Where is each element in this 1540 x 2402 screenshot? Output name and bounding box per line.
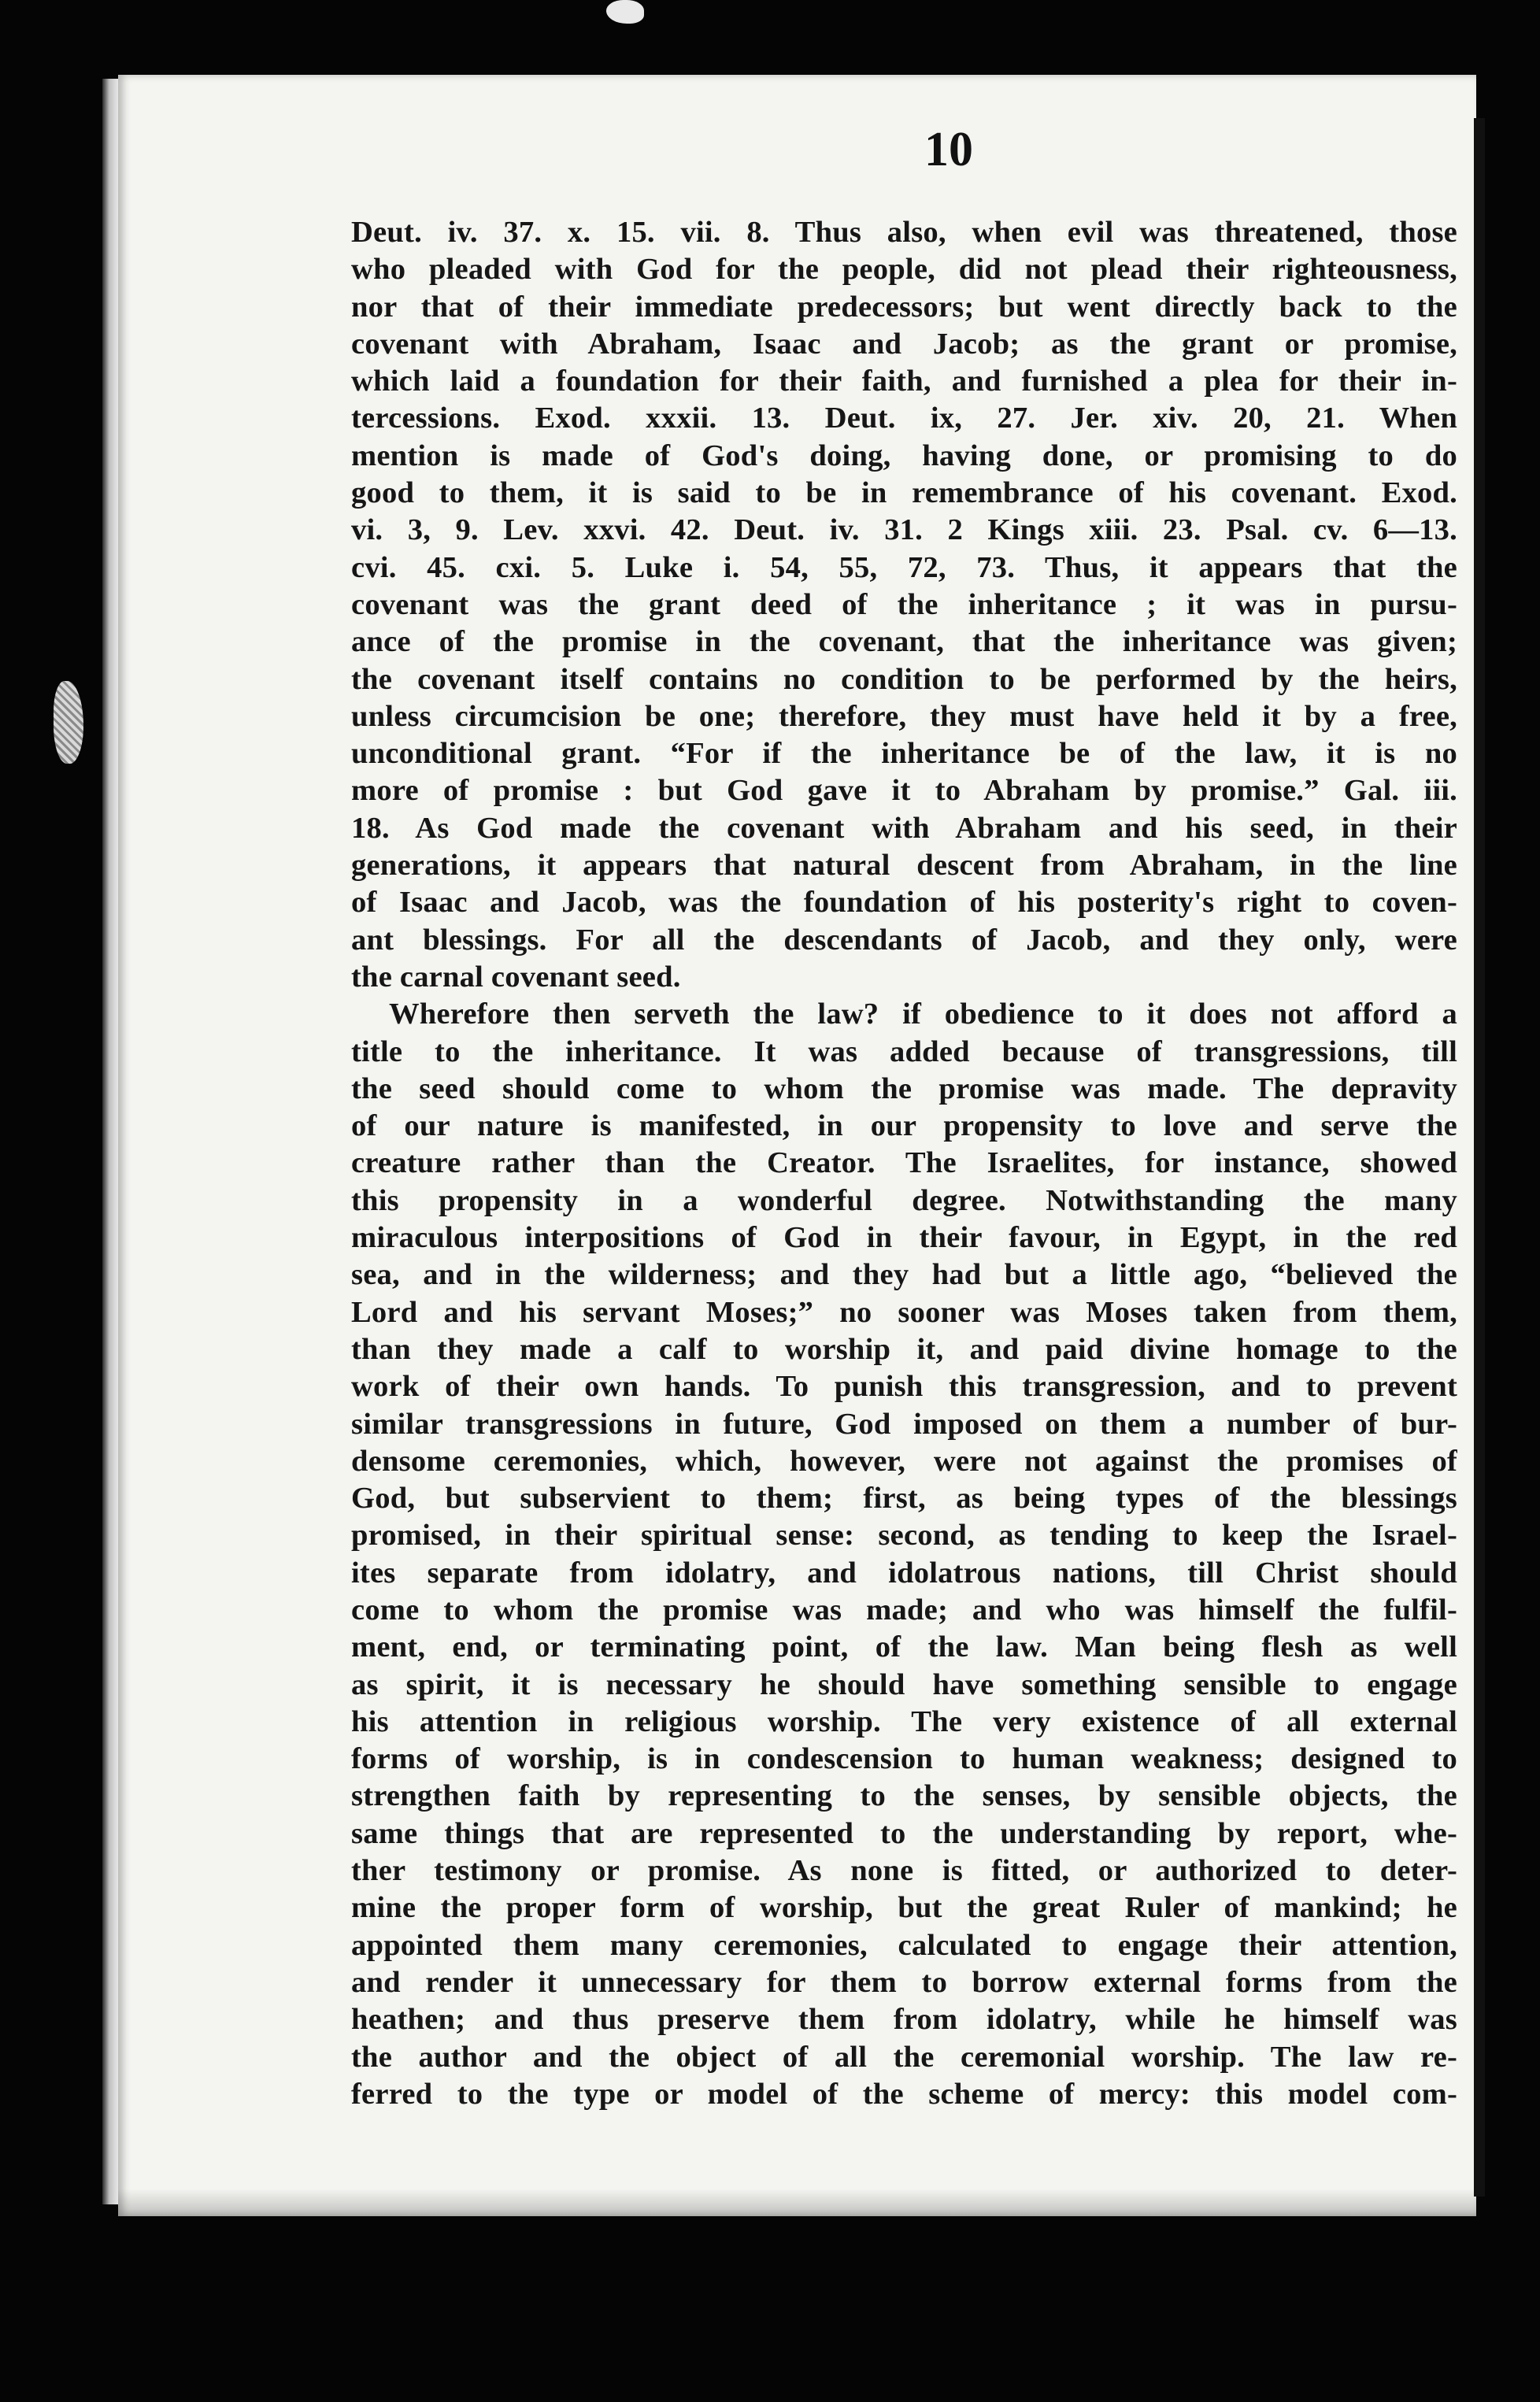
text-line: miraculous interpositions of God in their favour, in Egypt, in the red (351, 1221, 1457, 1255)
text-line: his attention in religious worship. The very existence of all external (351, 1704, 1457, 1738)
text-line: which laid a foundation for their faith, and furnished a plea for their in- (351, 365, 1457, 398)
text-line: the seed should come to whom the promise was made. The depravity (351, 1071, 1457, 1105)
text-line: sea, and in the wilderness; and they had but a little ago, “believed the (351, 1258, 1457, 1292)
text-line: mine the proper form of worship, but the great Ruler of mankind; he (351, 1891, 1457, 1925)
text-line: 18. As God made the covenant with Abraham and his seed, in their (351, 811, 1457, 845)
text-line: the covenant itself contains no condition to be performed by the heirs, (351, 662, 1457, 696)
text-line: vi. 3, 9. Lev. xxvi. 42. Deut. iv. 31. 2 Kings xiii. 23. Psal. cv. 6—13. (351, 513, 1457, 547)
text-line: come to whom the promise was made; and who was himself the fulfil- (351, 1593, 1457, 1627)
text-line: ant blessings. For all the descendants of Jacob, and they only, were (351, 923, 1457, 957)
text-line: generations, it appears that natural descent from Abraham, in the line (351, 849, 1457, 883)
page-bottom-shadow (118, 2189, 1476, 2220)
text-line: the carnal covenant seed. (351, 960, 681, 994)
scan-artifact (606, 0, 644, 24)
text-line: unless circumcision be one; therefore, they must have held it by a free, (351, 699, 1457, 733)
text-line: ferred to the type or model of the scheme of mercy: this model com- (351, 2077, 1457, 2111)
text-line: promised, in their spiritual sense: second, as tending to keep the Israel- (351, 1519, 1457, 1553)
text-line: God, but subservient to them; first, as being types of the blessings (351, 1482, 1457, 1516)
text-line: ther testimony or promise. As none is fitted, or authorized to deter- (351, 1854, 1457, 1888)
text-line: appointed them many ceremonies, calculated to engage their attention, (351, 1928, 1457, 1962)
text-line: unconditional grant. “For if the inheritance be of the law, it is no (351, 737, 1457, 771)
text-line: tercessions. Exod. xxxii. 13. Deut. ix, 27. Jer. xiv. 20, 21. When (351, 402, 1457, 435)
text-line: than they made a calf to worship it, and paid divine homage to the (351, 1332, 1457, 1366)
text-line: Lord and his servant Moses;” no sooner was Moses taken from them, (351, 1295, 1457, 1329)
text-line: cvi. 45. cxi. 5. Luke i. 54, 55, 72, 73. Thus, it appears that the (351, 550, 1457, 584)
text-line: forms of worship, is in condescension to human weakness; designed to (351, 1742, 1457, 1776)
text-line: heathen; and thus preserve them from idolatry, while he himself was (351, 2003, 1457, 2037)
text-line: covenant with Abraham, Isaac and Jacob; as the grant or promise, (351, 327, 1457, 361)
page-binding-edge (102, 79, 120, 2204)
text-line: as spirit, it is necessary he should have something sensible to engage (351, 1667, 1457, 1701)
text-line: ance of the promise in the covenant, that the inheritance was given; (351, 625, 1457, 659)
text-line: ment, end, or terminating point, of the law. Man being flesh as well (351, 1630, 1457, 1664)
text-line: same things that are represented to the understanding by report, whe- (351, 1816, 1457, 1850)
text-line: creature rather than the Creator. The Israelites, for instance, showed (351, 1146, 1457, 1180)
text-line: title to the inheritance. It was added because of transgressions, till (351, 1034, 1457, 1068)
text-line: the author and the object of all the ceremonial worship. The law re- (351, 2040, 1457, 2074)
text-line: densome ceremonies, which, however, were not against the promises of (351, 1444, 1457, 1478)
body-text (351, 214, 1463, 2113)
text-line: similar transgressions in future, God imposed on them a number of bur- (351, 1407, 1457, 1441)
text-line: of our nature is manifested, in our propensity to love and serve the (351, 1109, 1457, 1143)
text-line: who pleaded with God for the people, did not plead their righteousness, (351, 253, 1457, 287)
page-number: 10 (924, 123, 973, 176)
text-line: this propensity in a wonderful degree. Notwithstanding the many (351, 1183, 1457, 1217)
paragraph-first-line: Wherefore then serveth the law? if obedience to it does not afford a (389, 997, 1457, 1031)
text-line: strengthen faith by representing to the senses, by sensible objects, the (351, 1779, 1457, 1813)
text-line: more of promise : but God gave it to Abraham by promise.” Gal. iii. (351, 774, 1457, 808)
page-right-edge (1474, 118, 1485, 2197)
text-line: and render it unnecessary for them to borrow external forms from the (351, 1965, 1457, 1999)
text-line: good to them, it is said to be in remembrance of his covenant. Exod. (351, 476, 1457, 510)
text-line: Deut. iv. 37. x. 15. vii. 8. Thus also, when evil was threatened, those (351, 216, 1457, 249)
text-line: covenant was the grant deed of the inheritance ; it was in pursu- (351, 587, 1457, 621)
text-line: of Isaac and Jacob, was the foundation of his posterity's right to coven- (351, 886, 1457, 920)
text-line: mention is made of God's doing, having done, or promising to do (351, 439, 1457, 472)
text-line: nor that of their immediate predecessors; but went directly back to the (351, 290, 1457, 324)
text-line: ites separate from idolatry, and idolatrous nations, till Christ should (351, 1556, 1457, 1590)
text-line: work of their own hands. To punish this transgression, and to prevent (351, 1370, 1457, 1404)
